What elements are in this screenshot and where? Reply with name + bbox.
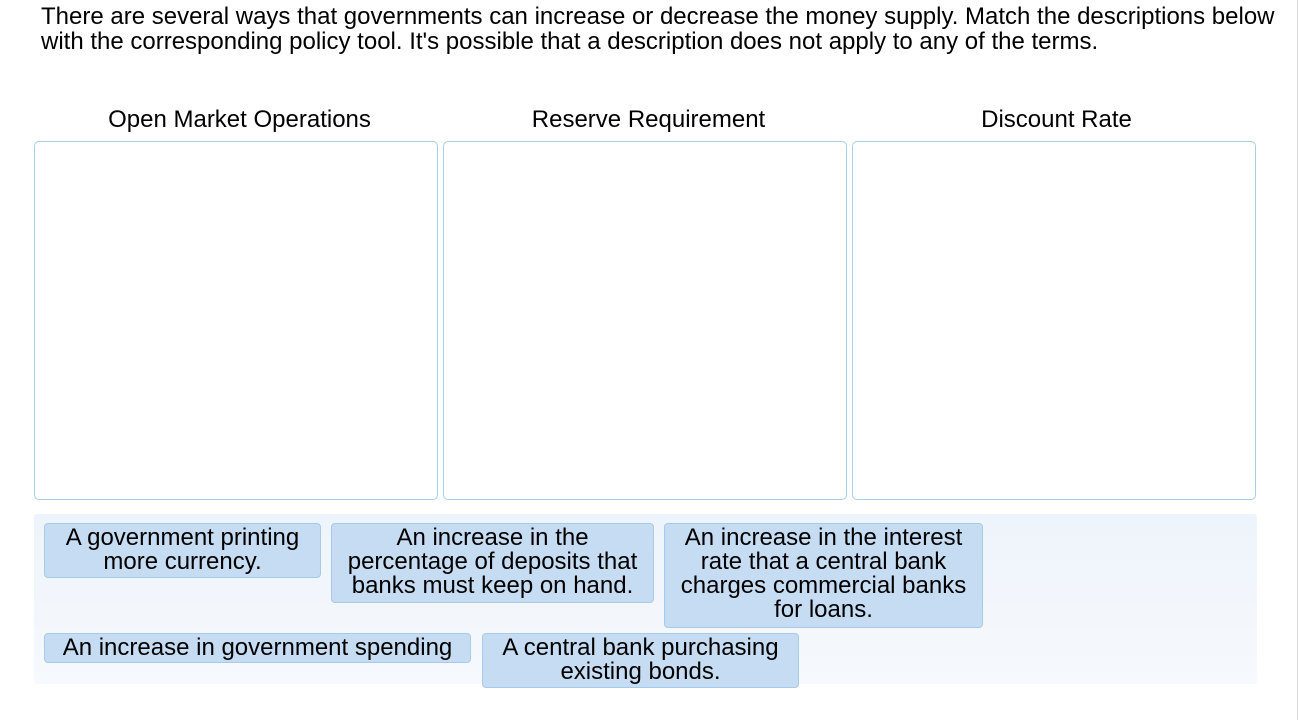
category-header-reserve-requirement: Reserve Requirement [531,106,766,133]
answer-chip-bond-purchase[interactable]: A central bank purchasing existing bonds. [482,633,799,688]
drop-zone-open-market-operations[interactable] [34,141,438,500]
answer-chip-interest-rate-increase[interactable]: An increase in the interest rate that a central bank charges commercial banks for loans. [664,523,983,628]
answer-chip-government-spending[interactable]: An increase in government spending [44,633,471,663]
drop-zone-reserve-requirement[interactable] [443,141,847,500]
answer-chip-printing-currency[interactable]: A government printing more currency. [44,523,321,578]
category-header-discount-rate: Discount Rate [981,106,1132,133]
drop-zone-discount-rate[interactable] [852,141,1256,500]
page-right-border [1297,0,1298,720]
category-header-open-market-operations: Open Market Operations [108,106,371,133]
question-instructions: There are several ways that governments can increase or decrease the money supply. Match the descriptions below with the corresponding policy tool. It's possible that a description does not apply to any of the terms. [41,3,1275,55]
answer-chip-deposit-percentage[interactable]: An increase in the percentage of deposits that banks must keep on hand. [331,523,654,603]
